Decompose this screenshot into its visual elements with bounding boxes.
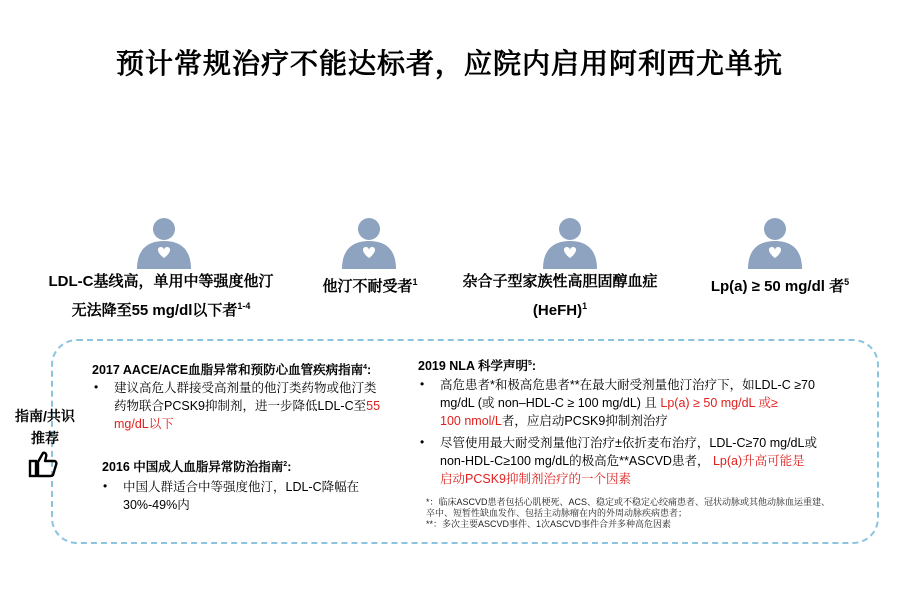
guideline-2019-nla-heading: 2019 NLA 科学声明$^5$: xyxy=(418,359,537,373)
footnote: **：多次主要ASCVD事件、1次ASCVD事件合并多种高危因素 xyxy=(426,519,672,529)
guideline-2017-aace-heading: 2017 AACE/ACE血脂异常和预防心血管疾病指南$^4$: xyxy=(92,363,372,377)
criterion-ldl-high: LDL-C基线高，单用中等强度他汀 无法降至55 mg/dl以下者$^{1-4}$ xyxy=(48,273,274,319)
criterion-statin-intolerant: 他汀不耐受者$^1$ xyxy=(322,277,418,295)
bullet: • xyxy=(420,377,425,391)
person-heart-icon xyxy=(339,213,399,271)
page-title: 预计常规治疗不能达标者，应院内启用阿利西尤单抗 xyxy=(115,48,783,79)
bullet: • xyxy=(420,435,425,449)
guideline-2016-china-heading: 2016 中国成人血脂异常防治指南$^2$: xyxy=(102,460,292,474)
bullet: • xyxy=(94,380,99,394)
bullet: • xyxy=(103,479,108,493)
person-heart-icon xyxy=(134,213,194,271)
guideline-2016-china-text: 中国人群适合中等强度他汀，LDL-C降幅在 30%-49%内 xyxy=(123,480,360,512)
guideline-2019-nla-text-2: 尽管使用最大耐受剂量他汀治疗±依折麦布治疗，LDL-C≥70 mg/dL或 non-HDL-C≥100 mg/dL的极高危**ASCVD患者， Lp(a)升高可能是 启动PCSK9抑制剂治疗的一个因素 xyxy=(440,436,817,486)
footnote: 卒中、短暂性缺血发作、包括主动脉瘤在内的外周动脉疾病患者； xyxy=(426,508,688,518)
guideline-side-label: 指南/共识 推荐 xyxy=(15,408,75,446)
person-heart-icon xyxy=(745,213,805,271)
person-heart-icon xyxy=(540,213,600,271)
criterion-lpa: Lp(a) ≥ 50 mg/dl 者$^5$ xyxy=(710,277,850,295)
guideline-2017-aace-text: 建议高危人群接受高剂量的他汀类药物或他汀类 药物联合PCSK9抑制剂，进一步降低LDL-C至55 mg/dL以下 xyxy=(114,381,381,431)
thumbs-up-icon xyxy=(28,450,58,478)
footnote: *：临床ASCVD患者包括心肌梗死、ACS、稳定或不稳定心绞痛患者、冠状动脉或其他动脉血运重建、 xyxy=(426,497,831,507)
criterion-hefh: 杂合子型家族性高胆固醇血症 (HeFH)$^1$ xyxy=(462,273,658,319)
guideline-2019-nla-text-1: 高危患者*和极高危患者**在最大耐受剂量他汀治疗下，如LDL-C ≥70 mg/dL (或 non–HDL-C ≥ 100 mg/dL) 且 Lp(a) ≥ 50 mg/dL 或≥ 100 nmol/L者，应启动PCSK9抑制剂治疗 xyxy=(440,378,815,428)
